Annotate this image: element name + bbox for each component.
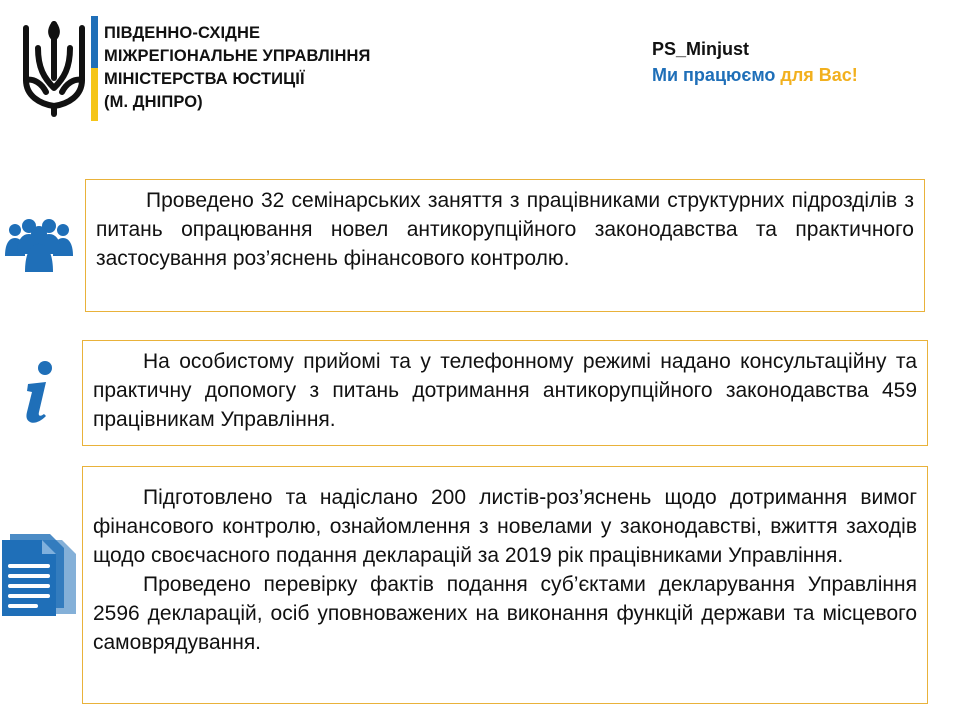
slogan-part-1: Ми працюємо xyxy=(652,65,781,85)
documents-icon xyxy=(0,532,80,616)
account-name: PS_Minjust xyxy=(652,39,750,59)
people-group-icon xyxy=(4,216,74,272)
slogan-part-2: для Вас! xyxy=(780,65,858,85)
info-icon xyxy=(20,360,60,424)
organization-name xyxy=(104,22,370,114)
org-name-line-3: МІНІСТЕРСТВА ЮСТИЦІЇ xyxy=(104,70,305,88)
org-name-line-1: ПІВДЕННО-СХІДНЕ xyxy=(104,24,261,42)
header xyxy=(0,0,960,130)
org-name-line-4: (М. ДНІПРО) xyxy=(104,93,203,111)
trident-icon xyxy=(20,18,88,118)
logo-color-bar xyxy=(91,16,98,121)
block-3-paragraph-1: Підготовлено та надіслано 200 листів-роз’яснень щодо дотримання вимог фінансового контролю, ознайомлення з новелами у законодавстві, вжиття заходів щодо своєчасного подання декларацій за 2019 рік працівниками Управління. xyxy=(93,486,917,567)
letters-declarations-info-box xyxy=(82,466,928,704)
slogan-line xyxy=(652,62,858,88)
org-name-line-2: МІЖРЕГІОНАЛЬНЕ УПРАВЛІННЯ xyxy=(104,47,371,65)
consultations-info-box xyxy=(82,340,928,446)
block-2-paragraph-1: На особистому прийомі та у телефонному режимі надано консультаційну та практичну допомогу з питань дотримання антикорупційного законодавства 459 працівникам Управління. xyxy=(93,350,917,431)
slogan-block xyxy=(652,36,858,88)
block-1-paragraph-1: Проведено 32 семінарських заняття з працівниками структурних підрозділів з питань опрацювання новел антикорупційного законодавства та практичного застосування роз’яснень фінансового контролю. xyxy=(96,189,914,270)
block-3-paragraph-2: Проведено перевірку фактів подання суб’єктами декларування Управління 2596 декларацій, осіб уповноважених на виконання функцій держави та місцевого самоврядування. xyxy=(93,573,917,654)
seminars-info-box xyxy=(85,179,925,312)
